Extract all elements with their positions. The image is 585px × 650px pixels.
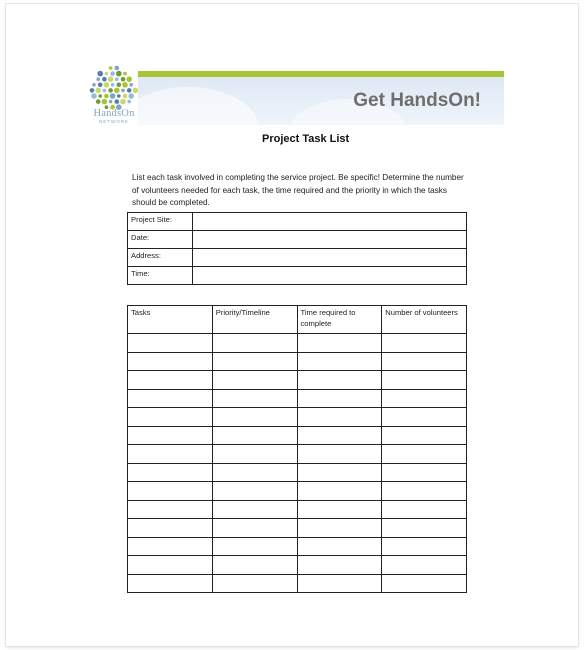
table-cell[interactable] [382,556,467,575]
table-cell[interactable] [382,482,467,501]
table-cell[interactable] [297,519,382,538]
logo-dot [104,82,110,88]
logo-dot [127,100,131,104]
table-cell[interactable] [382,371,467,390]
table-row [128,537,467,556]
info-value-field[interactable] [193,267,467,285]
info-value-field[interactable] [193,213,467,231]
column-header: Priority/Timeline [212,306,297,334]
table-cell[interactable] [212,445,297,464]
table-cell[interactable] [212,556,297,575]
info-label: Project Site: [128,213,193,231]
info-row [128,231,467,249]
table-cell[interactable] [128,408,213,427]
table-cell[interactable] [297,574,382,593]
info-row [128,213,467,231]
table-cell[interactable] [382,463,467,482]
logo-dot [126,76,132,82]
table-row [128,334,467,353]
table-row [128,389,467,408]
table-cell[interactable] [297,334,382,353]
table-row [128,408,467,427]
info-label: Address: [128,249,193,267]
logo-dot [103,89,107,93]
table-cell[interactable] [382,334,467,353]
info-label: Time: [128,267,193,285]
table-cell[interactable] [297,445,382,464]
table-cell[interactable] [212,426,297,445]
table-row [128,352,467,371]
table-cell[interactable] [382,519,467,538]
table-cell[interactable] [128,556,213,575]
table-row [128,500,467,519]
table-cell[interactable] [128,389,213,408]
table-cell[interactable] [128,426,213,445]
table-cell[interactable] [128,371,213,390]
logo-dot [115,66,120,71]
logo-dot [110,71,115,76]
logo-dot [123,72,127,76]
table-cell[interactable] [212,537,297,556]
table-cell[interactable] [212,500,297,519]
column-header: Number of volunteers [382,306,467,334]
logo-dot [110,93,116,99]
logo-dot [121,89,125,93]
table-cell[interactable] [297,371,382,390]
table-cell[interactable] [382,500,467,519]
table-cell[interactable] [128,334,213,353]
logo-dot [92,83,96,87]
logo-dot [115,99,120,104]
logo-dot [109,66,113,70]
table-cell[interactable] [297,500,382,519]
table-cell[interactable] [212,408,297,427]
info-row [128,267,467,285]
table-cell[interactable] [128,574,213,593]
table-cell[interactable] [297,482,382,501]
table-cell[interactable] [297,556,382,575]
info-value-field[interactable] [193,249,467,267]
table-row [128,426,467,445]
table-cell[interactable] [297,352,382,371]
logo-dot [102,77,107,82]
table-cell[interactable] [297,389,382,408]
table-cell[interactable] [128,482,213,501]
logo-dot [108,88,113,93]
table-cell[interactable] [382,352,467,371]
logo-dot [128,93,134,99]
table-row [128,371,467,390]
table-cell[interactable] [212,574,297,593]
table-cell[interactable] [297,408,382,427]
table-row [128,574,467,593]
table-row [128,482,467,501]
task-list-table [127,305,467,593]
logo-dot [96,99,101,104]
logo-dot [127,88,132,93]
table-cell[interactable] [212,389,297,408]
table-cell[interactable] [382,537,467,556]
info-label: Date: [128,231,193,249]
table-row [128,445,467,464]
logo-dot [129,83,133,87]
table-row [128,519,467,538]
logo-dot [120,99,126,105]
table-cell[interactable] [212,334,297,353]
logo-dot [104,94,109,99]
logo-dot [115,77,119,81]
table-cell[interactable] [297,426,382,445]
task-header-row [128,306,467,334]
table-cell[interactable] [382,445,467,464]
logo-dot [122,82,128,88]
instructions-text: List each task involved in completing the service project. Be specific! Determine the number of volunteers needed for each task, the time required and the priority in which the tasks should be completed. [132,173,464,207]
table-row [128,463,467,482]
logo-dot [105,72,109,76]
table-cell[interactable] [297,537,382,556]
logo-dot [97,71,103,77]
logo-dot [95,88,101,94]
table-cell[interactable] [382,574,467,593]
logo-dot [121,77,126,82]
table-cell[interactable] [212,463,297,482]
logo-dot [111,83,115,87]
logo-dot [96,77,100,81]
table-row [128,556,467,575]
table-cell[interactable] [128,537,213,556]
table-cell[interactable] [128,519,213,538]
table-cell[interactable] [128,500,213,519]
logo-dot [117,83,122,88]
table-cell[interactable] [128,463,213,482]
logo-dot [109,100,113,104]
column-header: Time required to complete [297,306,382,334]
column-header: Tasks [128,306,213,334]
table-cell[interactable] [382,426,467,445]
logo-wordmark [84,108,144,124]
logo-name: HandsOn [93,108,135,119]
logo-dot [123,94,128,99]
logo-dot [98,83,103,88]
table-cell[interactable] [212,371,297,390]
table-cell[interactable] [128,352,213,371]
table-cell[interactable] [382,408,467,427]
logo-dot [90,88,95,93]
table-cell[interactable] [212,519,297,538]
logo-dot [102,99,108,105]
logo-dot [116,71,122,77]
logo-subtitle: NETWORK [99,119,129,124]
logo-dot [91,93,97,99]
table-cell[interactable] [382,389,467,408]
banner-title: Get HandsOn! [353,90,481,111]
logo-dot [117,94,121,98]
info-row [128,249,467,267]
table-cell[interactable] [212,482,297,501]
table-cell[interactable] [297,463,382,482]
table-cell[interactable] [212,352,297,371]
logo-dot [98,94,102,98]
logo-dot [114,88,120,94]
project-info-table [127,212,467,285]
logo-dot [108,76,114,82]
banner-decoration [138,87,258,125]
table-cell[interactable] [128,445,213,464]
page-title: Project Task List [262,133,350,145]
info-value-field[interactable] [193,231,467,249]
